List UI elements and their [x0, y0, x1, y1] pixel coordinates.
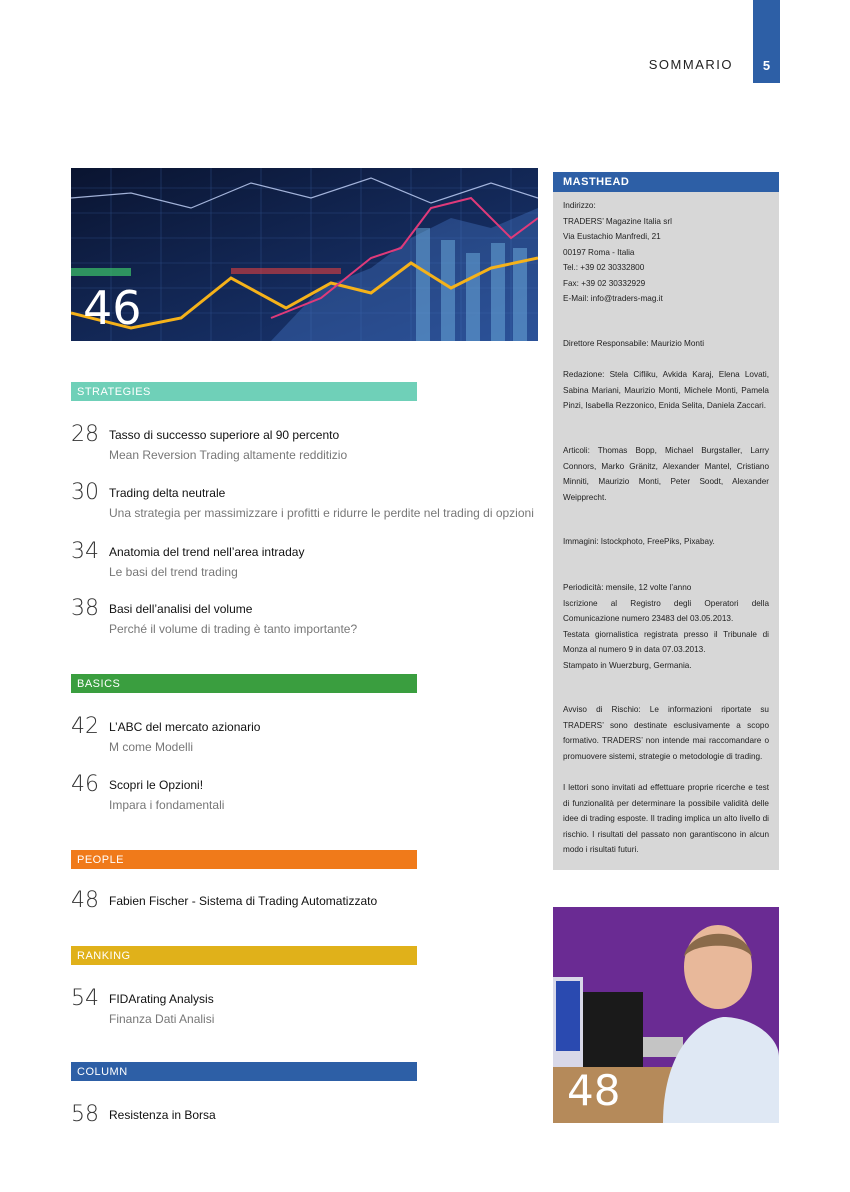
toc-title: Tasso di successo superiore al 90 percento — [109, 428, 340, 442]
toc-title: Resistenza in Borsa — [109, 1108, 216, 1122]
hero-page-number: 46 — [83, 281, 142, 335]
section-label: COLUMN — [77, 1065, 128, 1078]
masthead-risk: Avviso di Rischio: Le informazioni riportate su TRADERS’ sono destinate esclusivamente a scopo formativo. TRADERS’ non intende mai raccomandare o promuovere sistemi, strategie o metodologie di trading. — [563, 705, 769, 761]
periodicity: Periodicità: mensile, 12 volte l’anno — [563, 583, 692, 592]
section-label: PEOPLE — [77, 853, 125, 866]
masthead-heading: MASTHEAD — [553, 172, 779, 192]
toc-title: Scopri le Opzioni! — [109, 778, 204, 792]
masthead-director: Direttore Responsabile: Maurizio Monti — [563, 339, 705, 348]
toc-subtitle: M come Modelli — [109, 740, 194, 754]
registry: Iscrizione al Registro degli Operatori della Comunicazione numero 23483 del 03.05.2013. — [563, 598, 769, 623]
masthead-box — [553, 172, 779, 870]
page-number: 5 — [762, 58, 771, 73]
toc-page-number: 48 — [71, 888, 99, 913]
masthead-readers: I lettori sono invitati ad effettuare proprie ricerche e test di funzionalità per determinare la possibile validità delle idee di trading esposte. Il trading implica un alto livello di rischio. I risultati del passato non garantiscono in alcun modo i risultati futuri. — [563, 783, 769, 854]
toc-title: Basi dell’analisi del volume — [109, 602, 253, 616]
toc-page-number: 34 — [71, 539, 99, 564]
toc-title: L’ABC del mercato azionario — [109, 720, 261, 734]
section-people — [71, 850, 417, 869]
toc-subtitle: Impara i fondamentali — [109, 798, 225, 812]
masthead-editorial: Redazione: Stela Cifliku, Avkida Karaj, Elena Lovati, Sabina Mariani, Maurizio Monti, Michele Monti, Pamela Pinzi, Isabella Rezzonico, Enida Selita, Daniela Zaccari. — [563, 370, 769, 410]
toc-page-number: 42 — [71, 714, 99, 739]
toc-subtitle: Una strategia per massimizzare i profitti e ridurre le perdite nel trading di opzioni — [109, 506, 534, 520]
masthead-images: Immagini: Istockphoto, FreePiks, Pixabay. — [563, 537, 715, 546]
section-label: STRATEGIES — [77, 385, 151, 398]
section-label: RANKING — [77, 949, 131, 962]
testata: Testata giornalistica registrata presso il Tribunale di Monza al numero 9 in data 07.03.2013. — [563, 629, 769, 654]
address-line: Indirizzo: — [563, 201, 596, 210]
address-line: Tel.: +39 02 30332800 — [563, 263, 645, 272]
people-photo[interactable] — [553, 907, 779, 1123]
masthead-publication — [563, 580, 769, 673]
address-line: TRADERS’ Magazine Italia srl — [563, 216, 672, 226]
toc-title: FIDArating Analysis — [109, 992, 214, 1006]
photo-page-number: 48 — [567, 1066, 621, 1115]
toc-subtitle: Finanza Dati Analisi — [109, 1012, 215, 1026]
hero-chart-image[interactable] — [71, 168, 538, 341]
toc-page-number: 30 — [71, 480, 99, 505]
address-line: E-Mail: info@traders-mag.it — [563, 294, 663, 303]
toc-subtitle: Le basi del trend trading — [109, 565, 238, 579]
masthead-articles: Articoli: Thomas Bopp, Michael Burgstaller, Larry Connors, Marko Gränitz, Alexander Mantel, Cristiano Minniti, Maurizio Monti, Peter Soodt, Alexander Weipprecht. — [563, 446, 769, 502]
address-line: Fax: +39 02 30332929 — [563, 278, 646, 288]
section-basics — [71, 674, 417, 693]
toc-page-number: 38 — [71, 596, 99, 621]
toc-page-number: 58 — [71, 1102, 99, 1127]
address-line: Via Eustachio Manfredi, 21 — [563, 232, 661, 241]
section-column — [71, 1062, 417, 1081]
section-ranking — [71, 946, 417, 965]
page-number-tab — [753, 0, 780, 83]
masthead-address — [563, 198, 769, 307]
toc-page-number: 54 — [71, 986, 99, 1011]
toc-subtitle: Perché il volume di trading è tanto importante? — [109, 622, 358, 636]
section-label: BASICS — [77, 677, 121, 690]
toc-title: Trading delta neutrale — [109, 486, 226, 500]
section-strategies — [71, 382, 417, 401]
toc-subtitle: Mean Reversion Trading altamente redditizio — [109, 448, 348, 462]
printed: Stampato in Wuerzburg, Germania. — [563, 660, 692, 670]
toc-title: Fabien Fischer - Sistema di Trading Automatizzato — [109, 894, 378, 908]
section-title: SOMMARIO — [648, 57, 733, 72]
toc-page-number: 46 — [71, 772, 99, 797]
address-line: 00197 Roma - Italia — [563, 247, 635, 257]
toc-title: Anatomia del trend nell’area intraday — [109, 545, 305, 559]
toc-page-number: 28 — [71, 422, 99, 447]
